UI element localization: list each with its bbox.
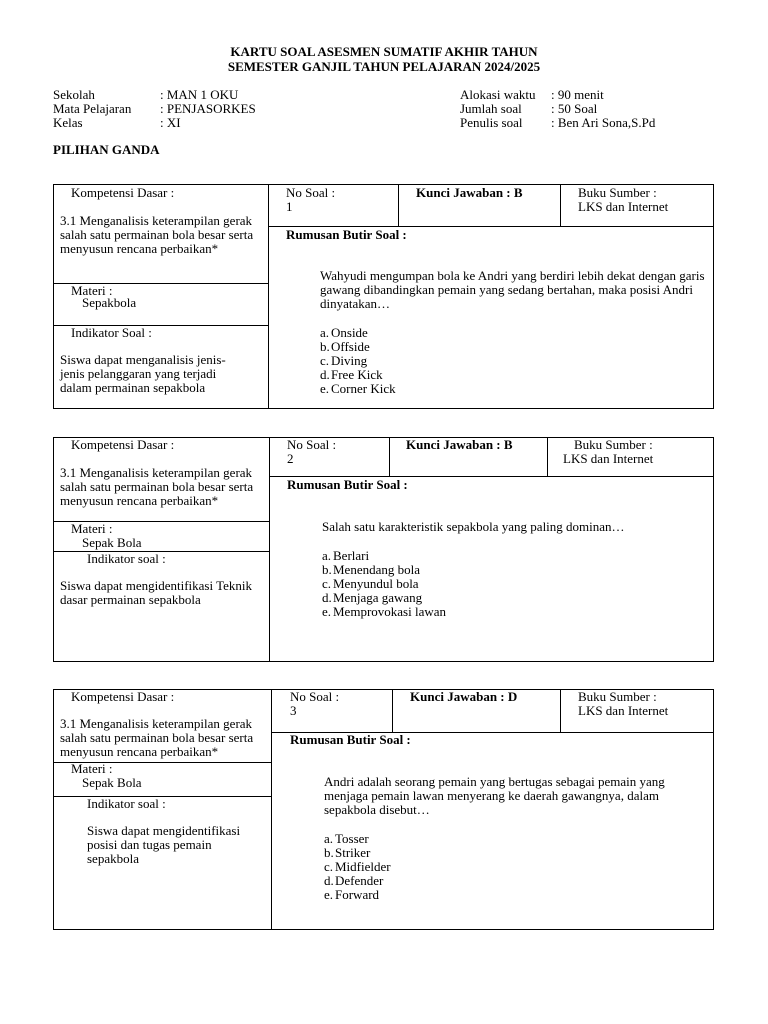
kd-label: Kompetensi Dasar :	[71, 689, 175, 704]
kunci-jawaban: Kunci Jawaban : D	[410, 689, 518, 704]
document-title-line1: KARTU SOAL ASESMEN SUMATIF AKHIR TAHUN	[230, 44, 538, 59]
indikator-text: Siswa dapat mengidentifikasi posisi dan tugas pemain sepakbola	[87, 823, 241, 866]
kd-text: 3.1 Menganalisis keterampilan gerak salah satu permainan bola besar serta menyusun rencana perbaikan*	[60, 213, 254, 256]
option-c: c. Diving	[320, 353, 368, 368]
info-value-penulis: : Ben Ari Sona,S.Pd	[551, 115, 656, 130]
materi-value: Sepakbola	[82, 295, 137, 310]
buku-sumber-label: Buku Sumber :	[578, 185, 657, 200]
info-value-alokasi: : 90 menit	[551, 87, 604, 102]
kd-text: 3.1 Menganalisis keterampilan gerak salah satu permainan bola besar serta menyusun rencana perbaikan*	[60, 465, 254, 508]
info-label-jumlah: Jumlah soal	[460, 101, 522, 116]
question-text: Wahyudi mengumpan bola ke Andri yang berdiri lebih dekat dengan garis gawang dibandingkan pemain yang sedang bertahan, maka posisi Andri dinyatakan…	[320, 268, 705, 311]
option-d: d.Free Kick	[320, 367, 383, 382]
indikator-text: Siswa dapat mengidentifikasi Teknik dasar permainan sepakbola	[60, 578, 253, 607]
kunci-jawaban: Kunci Jawaban : B	[406, 437, 513, 452]
materi-label: Materi :	[71, 761, 113, 776]
answer-options	[320, 326, 396, 396]
option-e: e. Corner Kick	[320, 381, 396, 396]
materi-label: Materi :	[71, 283, 113, 298]
materi-value: Sepak Bola	[82, 535, 142, 550]
option-a: a. Onside	[320, 325, 368, 340]
kd-label: Kompetensi Dasar :	[71, 185, 175, 200]
kd-text: 3.1 Menganalisis keterampilan gerak salah satu permainan bola besar serta menyusun rencana perbaikan*	[60, 716, 254, 759]
indikator-label: Indikator Soal :	[71, 325, 152, 340]
option-d: d.Defender	[324, 873, 384, 888]
option-e: e. Forward	[324, 887, 380, 902]
materi-value: Sepak Bola	[82, 775, 142, 790]
info-value-jumlah: : 50 Soal	[551, 101, 598, 116]
info-value-mapel: : PENJASORKES	[160, 101, 256, 116]
no-soal-value: 3	[290, 703, 297, 718]
option-c: c. Midfielder	[324, 859, 391, 874]
option-a: a. Berlari	[322, 548, 370, 563]
option-a: a. Tosser	[324, 831, 369, 846]
no-soal-value: 2	[287, 451, 294, 466]
rumusan-label: Rumusan Butir Soal :	[287, 477, 408, 492]
info-label-kelas: Kelas	[53, 115, 83, 130]
kd-label: Kompetensi Dasar :	[71, 437, 175, 452]
option-b: b.Menendang bola	[322, 562, 421, 577]
no-soal-label: No Soal :	[286, 185, 336, 200]
materi-label: Materi :	[71, 521, 113, 536]
answer-options	[322, 549, 446, 619]
info-value-sekolah: : MAN 1 OKU	[160, 87, 239, 102]
question-text: Andri adalah seorang pemain yang bertugas sebagai pemain yang menjaga pemain lawan menyerang ke daerah gawangnya, dalam sepakbola disebut…	[324, 774, 665, 817]
rumusan-label: Rumusan Butir Soal :	[286, 227, 407, 242]
kunci-jawaban: Kunci Jawaban : B	[416, 185, 523, 200]
buku-sumber-value: LKS dan Internet	[578, 703, 669, 718]
option-e: e. Memprovokasi lawan	[322, 604, 447, 619]
no-soal-label: No Soal :	[287, 437, 337, 452]
no-soal-label: No Soal :	[290, 689, 340, 704]
indikator-label: Indikator soal :	[87, 796, 166, 811]
option-b: b.Offside	[320, 339, 370, 354]
indikator-text: Siswa dapat menganalisis jenis-jenis pelanggaran yang terjadi dalam permainan sepakbola	[60, 352, 226, 395]
option-b: b.Striker	[324, 845, 371, 860]
option-d: d.Menjaga gawang	[322, 590, 423, 605]
question-card-1	[53, 184, 714, 409]
rumusan-label: Rumusan Butir Soal :	[290, 732, 411, 747]
buku-sumber-label: Buku Sumber :	[578, 689, 657, 704]
info-label-sekolah: Sekolah	[53, 87, 95, 102]
question-text: Salah satu karakteristik sepakbola yang paling dominan…	[322, 519, 625, 534]
no-soal-value: 1	[286, 199, 293, 214]
question-card-3	[53, 689, 714, 930]
section-heading: PILIHAN GANDA	[53, 142, 160, 157]
buku-sumber-value: LKS dan Internet	[563, 451, 654, 466]
info-value-kelas: : XI	[160, 115, 181, 130]
info-label-penulis: Penulis soal	[460, 115, 523, 130]
question-card-2	[53, 437, 714, 662]
answer-options	[324, 832, 391, 902]
info-label-alokasi: Alokasi waktu	[460, 87, 536, 102]
document-title-line2: SEMESTER GANJIL TAHUN PELAJARAN 2024/2025	[227, 59, 541, 74]
info-label-mapel: Mata Pelajaran	[53, 101, 132, 116]
option-c: c. Menyundul bola	[322, 576, 419, 591]
indikator-label: Indikator soal :	[87, 551, 166, 566]
buku-sumber-value: LKS dan Internet	[578, 199, 669, 214]
buku-sumber-label: Buku Sumber :	[574, 437, 653, 452]
